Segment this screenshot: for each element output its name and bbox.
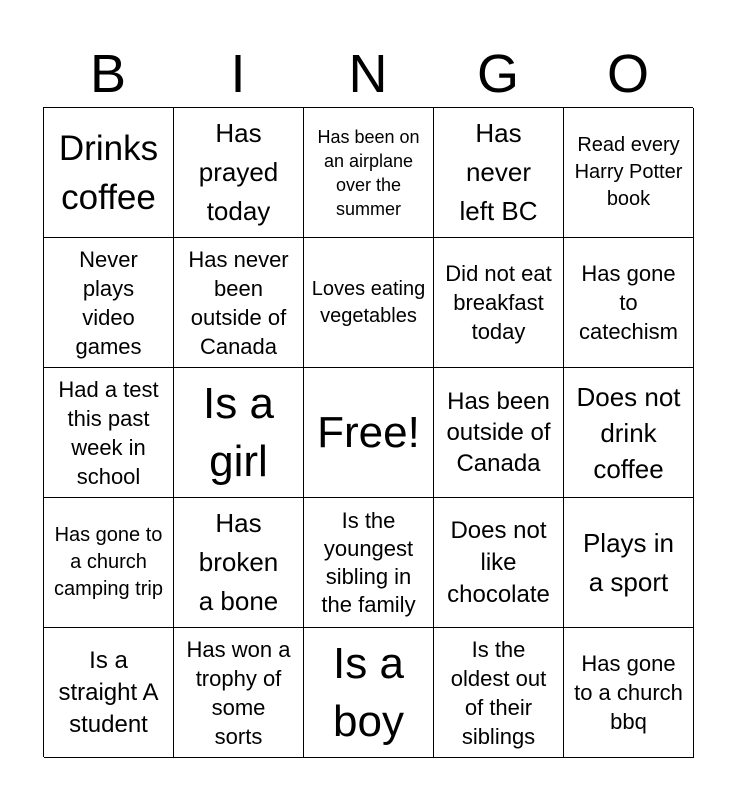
cell-text: Is the youngest sibling in the family <box>321 507 416 617</box>
cell-text: Is the oldest out of their siblings <box>450 636 547 749</box>
bingo-cell[interactable] <box>44 108 174 238</box>
header-letter-n: N <box>348 44 388 104</box>
bingo-cell[interactable] <box>434 368 564 498</box>
header-letter-i: I <box>230 44 246 104</box>
bingo-cell[interactable] <box>174 498 304 628</box>
bingo-cell[interactable] <box>434 628 564 758</box>
cell-text: Had a test this past week in school <box>58 376 159 489</box>
cell-text: Is a girl <box>203 378 274 486</box>
bingo-board <box>43 107 693 757</box>
bingo-cell[interactable] <box>44 498 174 628</box>
bingo-header <box>43 40 693 108</box>
bingo-cell[interactable] <box>434 238 564 368</box>
cell-text: Has gone to a church bbq <box>574 651 683 734</box>
cell-text: Drinks coffee <box>58 128 159 217</box>
cell-text: Is a straight A student <box>58 646 159 738</box>
cell-text: Plays in a sport <box>582 527 675 597</box>
bingo-cell[interactable] <box>564 498 694 628</box>
bingo-cell[interactable] <box>304 108 434 238</box>
bingo-cell[interactable] <box>564 108 694 238</box>
bingo-cell[interactable] <box>174 238 304 368</box>
bingo-cell[interactable] <box>434 498 564 628</box>
bingo-cell[interactable] <box>304 498 434 628</box>
cell-text: Does not like chocolate <box>447 516 550 608</box>
cell-text: Has gone to catechism <box>578 261 679 344</box>
cell-text: Has won a trophy of some sorts <box>186 636 291 749</box>
bingo-cell[interactable] <box>564 368 694 498</box>
cell-text: Never plays video games <box>75 246 142 359</box>
bingo-cell[interactable] <box>304 628 434 758</box>
cell-text: Has prayed today <box>198 118 279 226</box>
bingo-cell[interactable] <box>174 368 304 498</box>
bingo-cell[interactable] <box>44 368 174 498</box>
cell-text: Has been outside of Canada <box>446 388 551 477</box>
bingo-cell[interactable] <box>174 628 304 758</box>
free-space: Free! <box>317 407 420 457</box>
cell-text: Loves eating vegetables <box>311 277 426 327</box>
cell-text: Has been on an airplane over the summer <box>317 126 420 219</box>
cell-text: Does not drink coffee <box>576 381 681 484</box>
cell-text: Read every Harry Potter book <box>574 134 683 210</box>
bingo-cell[interactable] <box>174 108 304 238</box>
cell-text: Has broken a bone <box>198 508 279 616</box>
bingo-cell[interactable] <box>564 238 694 368</box>
header-letter-b: B <box>89 44 127 104</box>
bingo-cell[interactable] <box>564 628 694 758</box>
header-letter-g: G <box>476 44 519 104</box>
bingo-cell[interactable] <box>434 108 564 238</box>
bingo-cell[interactable] <box>44 238 174 368</box>
cell-text: Has never left BC <box>459 118 538 226</box>
cell-text: Did not eat breakfast today <box>445 261 552 344</box>
cell-text: Has gone to a church camping trip <box>54 524 163 600</box>
cell-text: Is a boy <box>333 638 404 746</box>
bingo-cell[interactable] <box>304 368 434 498</box>
cell-text: Has never been outside of Canada <box>188 246 289 359</box>
bingo-cell[interactable] <box>304 238 434 368</box>
header-letter-o: O <box>606 44 649 104</box>
bingo-cell[interactable] <box>44 628 174 758</box>
